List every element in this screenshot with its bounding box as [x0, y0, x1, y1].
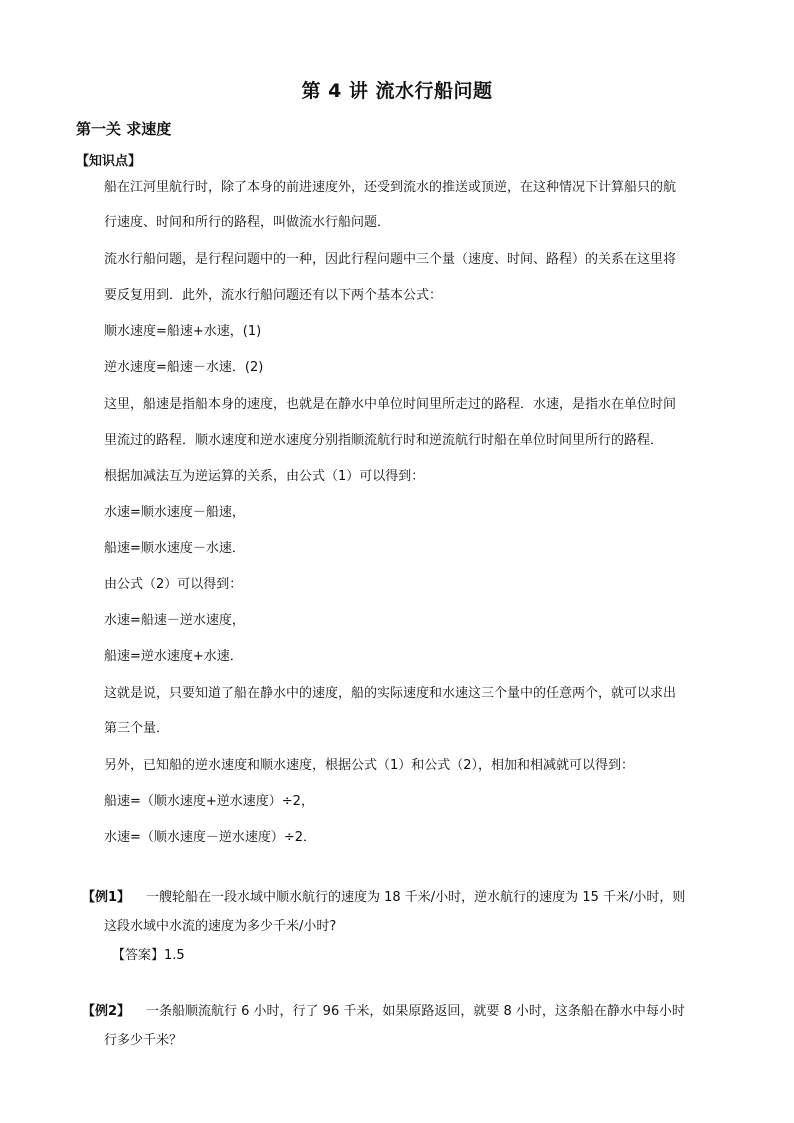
knowledge-point-label: 【知识点】 [76, 154, 142, 169]
paragraph-line: 这就是说，只要知道了船在静水中的速度，船的实际速度和水速这三个量中的任意两个，就可以求出 [104, 686, 677, 701]
formula-line: 水速=顺水速度－船速， [104, 505, 245, 520]
example-1-label: 【例1】 [82, 890, 131, 905]
example-2-text: 行多少千米？ [104, 1033, 183, 1048]
paragraph-line: 船在江河里航行时，除了本身的前进速度外，还受到流水的推送或顶逆，在这种情况下计算船只的航 [104, 180, 677, 195]
paragraph-line: 要反复用到．此外，流水行船问题还有以下两个基本公式： [104, 288, 443, 303]
formula-line: 水速=（顺水速度－逆水速度）÷2． [104, 830, 317, 845]
paragraph-line: 由公式（2）可以得到： [104, 577, 243, 592]
formula-line: 船速=（顺水速度+逆水速度）÷2， [104, 794, 314, 809]
paragraph-line: 里流过的路程．顺水速度和逆水速度分别指顺流航行时和逆流航行时船在单位时间里所行的路程． [104, 433, 664, 448]
example-1-text: 一艘轮船在一段水域中顺水航行的速度为 18 千米/小时，逆水航行的速度为 15 千米/小时，则 [146, 890, 686, 905]
paragraph-line: 行速度、时间和所行的路程，叫做流水行船问题． [104, 215, 391, 230]
formula-line: 顺水速度=船速+水速，(1) [104, 324, 262, 339]
paragraph-line: 第三个量． [104, 721, 170, 736]
formula-line: 船速=逆水速度+水速． [104, 649, 243, 664]
paragraph-line: 根据加减法互为逆运算的关系，由公式（1）可以得到： [104, 469, 425, 484]
page-title: 第 4 讲 流水行船问题 [301, 80, 493, 102]
paragraph-line: 这里，船速是指船本身的速度，也就是在静水中单位时间里所走过的路程．水速，是指水在单位时间 [104, 397, 677, 412]
example-2-text: 一条船顺流航行 6 小时，行了 96 千米，如果原路返回，就要 8 小时，这条船在静水中每小时 [146, 1004, 685, 1019]
section-heading: 第一关 求速度 [76, 120, 172, 138]
example-1-text: 这段水域中水流的速度为多少千米/小时? [104, 919, 337, 934]
paragraph-line: 另外，已知船的逆水速度和顺水速度，根据公式（1）和公式（2），相加和相减就可以得到： [104, 758, 635, 773]
formula-line: 水速=船速－逆水速度， [104, 613, 245, 628]
example-1-answer: 【答案】1.5 [112, 948, 185, 963]
paragraph-line: 流水行船问题，是行程问题中的一种，因此行程问题中三个量（速度、时间、路程）的关系在这里将 [104, 252, 677, 267]
formula-line: 船速=顺水速度－水速． [104, 541, 245, 556]
example-2-label: 【例2】 [82, 1004, 131, 1019]
formula-line: 逆水速度=船速－水速．(2) [104, 360, 264, 375]
